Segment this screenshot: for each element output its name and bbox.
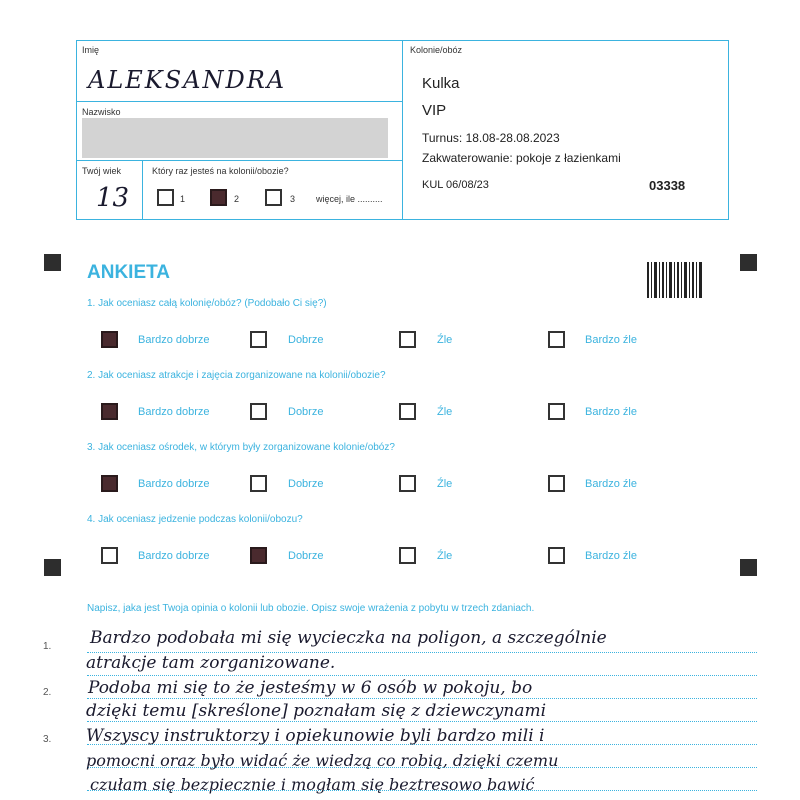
- camp-name: Kulka: [422, 75, 460, 92]
- barcode: [647, 262, 703, 298]
- times-label: Który raz jesteś na kolonii/obozie?: [152, 166, 289, 176]
- q2-checkbox-zle[interactable]: [399, 403, 416, 420]
- q4-checkbox-dobrze[interactable]: [250, 547, 267, 564]
- q2-checkbox-bardzo-dobrze[interactable]: [101, 403, 118, 420]
- times-option-1: 1: [180, 194, 186, 204]
- question-2: 2. Jak oceniasz atrakcje i zajęcia zorganizowane na kolonii/obozie?: [87, 370, 386, 381]
- q2-option-bardzo-zle: Bardzo źle: [585, 406, 637, 418]
- opinion-prompt: Napisz, jaka jest Twoja opinia o kolonii lub obozie. Opisz swoje wrażenia z pobytu w trzech zdaniach.: [87, 603, 535, 614]
- q1-option-bardzo-dobrze: Bardzo dobrze: [138, 334, 210, 346]
- survey-title: ANKIETA: [87, 262, 171, 283]
- writing-line: [87, 698, 757, 699]
- handwritten-line-5: Wszyscy instruktorzy i opiekunowie byli bardzo mili i: [86, 726, 545, 746]
- handwritten-line-3: Podoba mi się to że jesteśmy w 6 osób w pokoju, bo: [88, 678, 533, 698]
- times-option-3: 3: [290, 194, 296, 204]
- age-label: Twój wiek: [82, 166, 122, 176]
- surname-label: Nazwisko: [82, 107, 121, 117]
- q4-checkbox-bardzo-zle[interactable]: [548, 547, 565, 564]
- q3-option-bardzo-dobrze: Bardzo dobrze: [138, 478, 210, 490]
- q3-checkbox-bardzo-zle[interactable]: [548, 475, 565, 492]
- q1-checkbox-bardzo-zle[interactable]: [548, 331, 565, 348]
- q2-option-dobrze: Dobrze: [288, 406, 324, 418]
- age-value: 13: [96, 183, 130, 213]
- registration-marker-top-left: [44, 254, 61, 271]
- line-number-2: 2.: [43, 687, 52, 698]
- line-number-3: 3.: [43, 734, 52, 745]
- name-label: Imię: [82, 45, 100, 55]
- q3-checkbox-bardzo-dobrze[interactable]: [101, 475, 118, 492]
- q2-checkbox-dobrze[interactable]: [250, 403, 267, 420]
- question-1: 1. Jak oceniasz całą kolonię/obóz? (Podobało Ci się?): [87, 298, 327, 309]
- q1-checkbox-bardzo-dobrze[interactable]: [101, 331, 118, 348]
- header-divider-vertical: [402, 40, 403, 220]
- q3-option-bardzo-zle: Bardzo źle: [585, 478, 637, 490]
- camp-type: VIP: [422, 102, 447, 119]
- header-divider-name: [76, 101, 402, 102]
- q2-option-zle: Źle: [437, 406, 453, 418]
- writing-line: [87, 675, 757, 676]
- q4-option-bardzo-zle: Bardzo źle: [585, 550, 637, 562]
- times-option-2: 2: [234, 194, 240, 204]
- q4-checkbox-bardzo-dobrze[interactable]: [101, 547, 118, 564]
- registration-marker-top-right: [740, 254, 757, 271]
- turnus-dates: Turnus: 18.08-28.08.2023: [422, 131, 560, 145]
- q4-checkbox-zle[interactable]: [399, 547, 416, 564]
- q4-option-dobrze: Dobrze: [288, 550, 324, 562]
- line-number-1: 1.: [43, 641, 52, 652]
- q3-option-dobrze: Dobrze: [288, 478, 324, 490]
- q1-option-zle: Źle: [437, 334, 453, 346]
- q2-checkbox-bardzo-zle[interactable]: [548, 403, 565, 420]
- form-number: 03338: [649, 178, 686, 193]
- surname-redacted: [82, 118, 388, 158]
- header-divider-surname: [76, 160, 402, 161]
- name-value: ALEKSANDRA: [88, 66, 287, 94]
- q1-checkbox-dobrze[interactable]: [250, 331, 267, 348]
- header-divider-age: [142, 160, 143, 220]
- handwritten-line-2: atrakcje tam zorganizowane.: [86, 653, 336, 673]
- camp-label: Kolonie/obóz: [410, 45, 463, 55]
- camp-code: KUL 06/08/23: [422, 179, 489, 191]
- q3-checkbox-zle[interactable]: [399, 475, 416, 492]
- registration-marker-bottom-left: [44, 559, 61, 576]
- times-more-label: więcej, ile ..........: [316, 194, 383, 204]
- q1-checkbox-zle[interactable]: [399, 331, 416, 348]
- q1-option-bardzo-zle: Bardzo źle: [585, 334, 637, 346]
- registration-marker-bottom-right: [740, 559, 757, 576]
- q4-option-zle: Źle: [437, 550, 453, 562]
- q1-option-dobrze: Dobrze: [288, 334, 324, 346]
- q3-checkbox-dobrze[interactable]: [250, 475, 267, 492]
- handwritten-line-1: Bardzo podobała mi się wycieczka na poligon, a szczególnie: [90, 628, 607, 648]
- q4-option-bardzo-dobrze: Bardzo dobrze: [138, 550, 210, 562]
- handwritten-line-7: czułam się bezpiecznie i mogłam się beztresowo bawić: [90, 775, 535, 794]
- times-checkbox-2[interactable]: [210, 189, 227, 206]
- q2-option-bardzo-dobrze: Bardzo dobrze: [138, 406, 210, 418]
- times-checkbox-1[interactable]: [157, 189, 174, 206]
- writing-line: [87, 721, 757, 722]
- question-4: 4. Jak oceniasz jedzenie podczas kolonii/obozu?: [87, 514, 303, 525]
- times-checkbox-3[interactable]: [265, 189, 282, 206]
- handwritten-line-4: dzięki temu [skreślone] poznałam się z dziewczynami: [86, 701, 547, 721]
- handwritten-line-6: pomocni oraz było widać że wiedzą co robią, dzięki czemu: [86, 751, 559, 770]
- q3-option-zle: Źle: [437, 478, 453, 490]
- question-3: 3. Jak oceniasz ośrodek, w którym były zorganizowane kolonie/obóz?: [87, 442, 395, 453]
- accommodation: Zakwaterowanie: pokoje z łazienkami: [422, 151, 621, 165]
